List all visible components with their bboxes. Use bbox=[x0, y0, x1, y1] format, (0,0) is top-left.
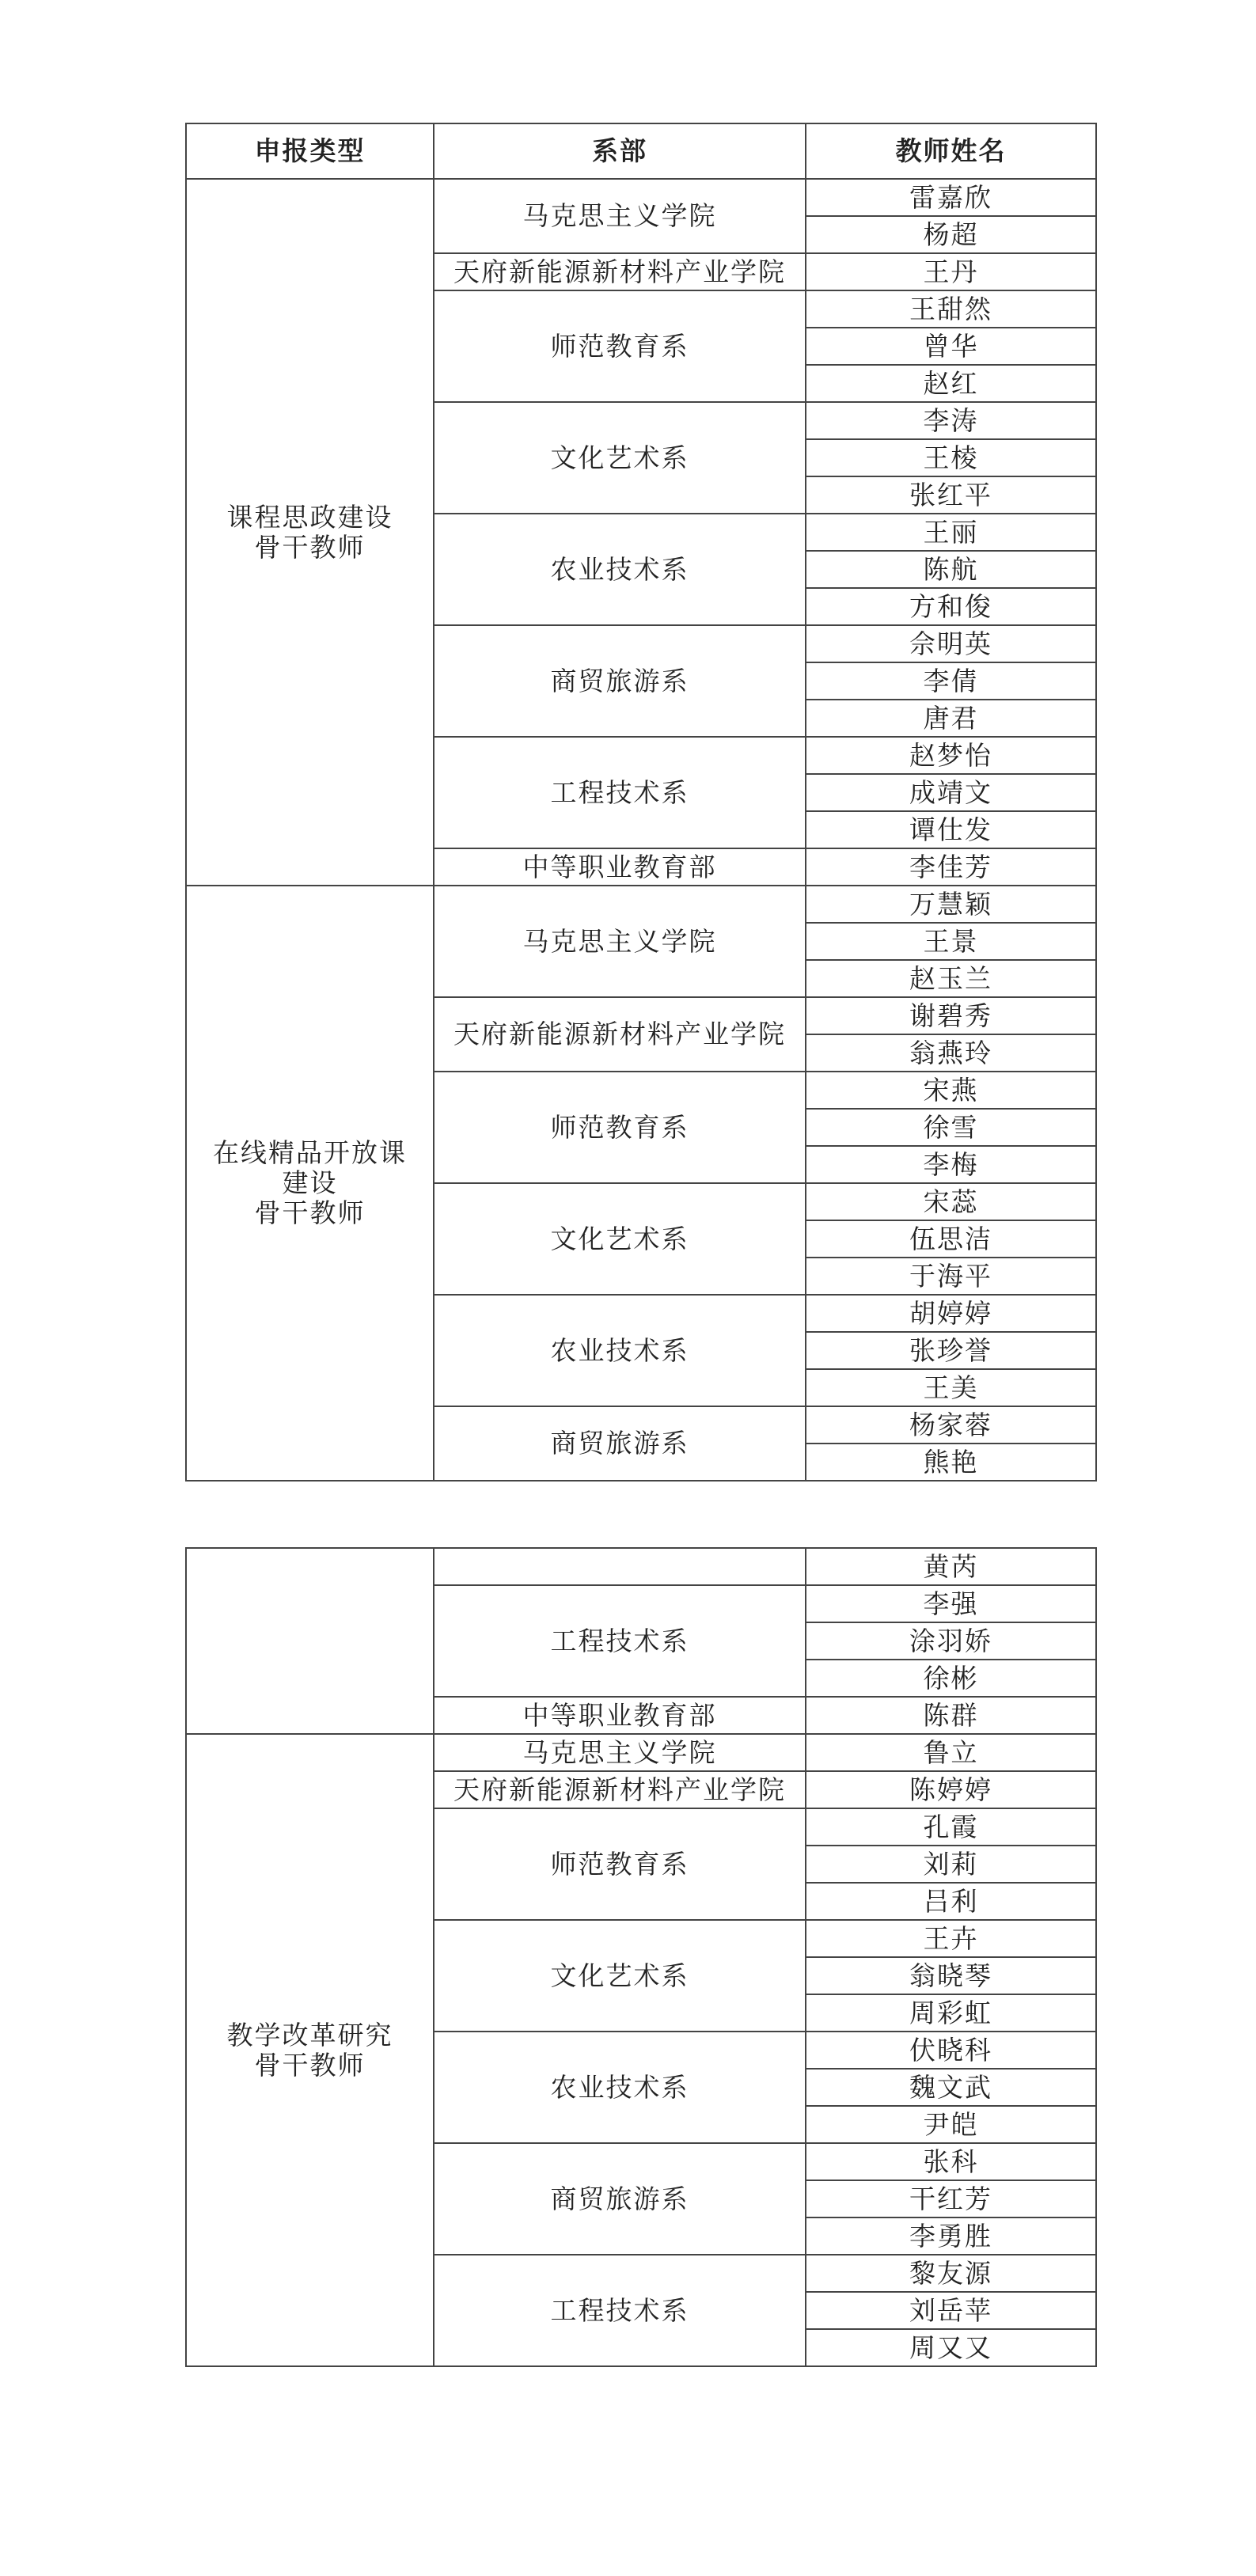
dept-cell: 中等职业教育部 bbox=[434, 1697, 806, 1734]
teacher-cell: 赵梦怡 bbox=[806, 737, 1096, 774]
teacher-cell: 熊艳 bbox=[806, 1444, 1096, 1481]
dept-cell: 中等职业教育部 bbox=[434, 848, 806, 886]
teacher-cell: 尹皑 bbox=[806, 2106, 1096, 2143]
dept-cell: 师范教育系 bbox=[434, 1072, 806, 1183]
header-teacher: 教师姓名 bbox=[806, 123, 1096, 179]
teacher-cell: 王甜然 bbox=[806, 290, 1096, 328]
table-row bbox=[186, 1548, 1096, 1585]
dept-cell: 马克思主义学院 bbox=[434, 1734, 806, 1771]
dept-cell: 工程技术系 bbox=[434, 1585, 806, 1697]
teacher-cell: 张珍誉 bbox=[806, 1332, 1096, 1369]
teacher-cell: 黄芮 bbox=[806, 1548, 1096, 1585]
teacher-cell: 刘莉 bbox=[806, 1846, 1096, 1883]
teacher-cell: 徐彬 bbox=[806, 1660, 1096, 1697]
teacher-cell: 周又又 bbox=[806, 2329, 1096, 2366]
teacher-cell: 佘明英 bbox=[806, 625, 1096, 662]
dept-cell: 文化艺术系 bbox=[434, 1920, 806, 2032]
teacher-cell: 方和俊 bbox=[806, 588, 1096, 625]
teacher-cell: 赵玉兰 bbox=[806, 960, 1096, 997]
dept-cell: 商贸旅游系 bbox=[434, 625, 806, 737]
teacher-cell: 王美 bbox=[806, 1369, 1096, 1406]
teacher-cell: 李强 bbox=[806, 1585, 1096, 1622]
teacher-cell: 万慧颖 bbox=[806, 886, 1096, 923]
teacher-cell: 孔霞 bbox=[806, 1808, 1096, 1846]
table-row bbox=[186, 179, 1096, 216]
teacher-cell: 雷嘉欣 bbox=[806, 179, 1096, 216]
teacher-cell: 张科 bbox=[806, 2143, 1096, 2180]
teacher-cell: 陈婷婷 bbox=[806, 1771, 1096, 1808]
dept-cell: 马克思主义学院 bbox=[434, 179, 806, 253]
teacher-cell: 吕利 bbox=[806, 1883, 1096, 1920]
teacher-cell: 唐君 bbox=[806, 700, 1096, 737]
teacher-cell: 伏晓科 bbox=[806, 2032, 1096, 2069]
teacher-cell: 徐雪 bbox=[806, 1109, 1096, 1146]
category-cell: 教学改革研究 骨干教师 bbox=[186, 1734, 434, 2366]
dept-cell: 商贸旅游系 bbox=[434, 1406, 806, 1481]
dept-cell: 师范教育系 bbox=[434, 290, 806, 402]
teacher-cell: 杨家蓉 bbox=[806, 1406, 1096, 1444]
teacher-cell: 成靖文 bbox=[806, 774, 1096, 811]
dept-cell: 文化艺术系 bbox=[434, 1183, 806, 1295]
dept-cell: 天府新能源新材料产业学院 bbox=[434, 1771, 806, 1808]
dept-cell: 农业技术系 bbox=[434, 514, 806, 625]
dept-cell: 农业技术系 bbox=[434, 2032, 806, 2143]
dept-cell: 马克思主义学院 bbox=[434, 886, 806, 997]
dept-cell: 师范教育系 bbox=[434, 1808, 806, 1920]
dept-cell: 文化艺术系 bbox=[434, 402, 806, 514]
teacher-cell: 赵红 bbox=[806, 365, 1096, 402]
teacher-cell: 张红平 bbox=[806, 476, 1096, 514]
teacher-cell: 伍思洁 bbox=[806, 1220, 1096, 1258]
category-cell: 在线精品开放课 建设 骨干教师 bbox=[186, 886, 434, 1481]
teacher-cell: 王棱 bbox=[806, 439, 1096, 476]
category-cell: 课程思政建设 骨干教师 bbox=[186, 179, 434, 886]
teacher-cell: 涂羽娇 bbox=[806, 1622, 1096, 1660]
teacher-cell: 胡婷婷 bbox=[806, 1295, 1096, 1332]
teacher-cell: 王景 bbox=[806, 923, 1096, 960]
header-row bbox=[186, 123, 1096, 179]
teacher-cell: 宋蕊 bbox=[806, 1183, 1096, 1220]
table-row bbox=[186, 886, 1096, 923]
teacher-cell: 李涛 bbox=[806, 402, 1096, 439]
teacher-cell: 谭仕发 bbox=[806, 811, 1096, 848]
dept-cell: 工程技术系 bbox=[434, 737, 806, 848]
dept-cell: 农业技术系 bbox=[434, 1295, 806, 1406]
teacher-cell: 翁燕玲 bbox=[806, 1034, 1096, 1072]
teacher-cell: 李勇胜 bbox=[806, 2217, 1096, 2255]
table-row bbox=[186, 1734, 1096, 1771]
teacher-cell: 黎友源 bbox=[806, 2255, 1096, 2292]
teacher-cell: 王卉 bbox=[806, 1920, 1096, 1957]
teacher-cell: 于海平 bbox=[806, 1258, 1096, 1295]
teacher-cell: 刘岳苹 bbox=[806, 2292, 1096, 2329]
teacher-table-page-2 bbox=[185, 1547, 1097, 2367]
teacher-cell: 陈航 bbox=[806, 551, 1096, 588]
dept-cell bbox=[434, 1548, 806, 1585]
teacher-cell: 王丹 bbox=[806, 253, 1096, 290]
teacher-cell: 鲁立 bbox=[806, 1734, 1096, 1771]
dept-cell: 天府新能源新材料产业学院 bbox=[434, 997, 806, 1072]
teacher-table-page-1 bbox=[185, 123, 1097, 1481]
dept-cell: 天府新能源新材料产业学院 bbox=[434, 253, 806, 290]
teacher-cell: 翁晓琴 bbox=[806, 1957, 1096, 1994]
teacher-cell: 李梅 bbox=[806, 1146, 1096, 1183]
header-dept: 系部 bbox=[434, 123, 806, 179]
teacher-cell: 魏文武 bbox=[806, 2069, 1096, 2106]
category-cell bbox=[186, 1548, 434, 1734]
teacher-cell: 干红芳 bbox=[806, 2180, 1096, 2217]
teacher-cell: 王丽 bbox=[806, 514, 1096, 551]
teacher-cell: 陈群 bbox=[806, 1697, 1096, 1734]
dept-cell: 商贸旅游系 bbox=[434, 2143, 806, 2255]
teacher-cell: 杨超 bbox=[806, 216, 1096, 253]
teacher-cell: 周彩虹 bbox=[806, 1994, 1096, 2032]
teacher-cell: 曾华 bbox=[806, 328, 1096, 365]
header-type: 申报类型 bbox=[186, 123, 434, 179]
teacher-cell: 谢碧秀 bbox=[806, 997, 1096, 1034]
teacher-cell: 李倩 bbox=[806, 662, 1096, 700]
teacher-cell: 李佳芳 bbox=[806, 848, 1096, 886]
dept-cell: 工程技术系 bbox=[434, 2255, 806, 2366]
teacher-cell: 宋燕 bbox=[806, 1072, 1096, 1109]
